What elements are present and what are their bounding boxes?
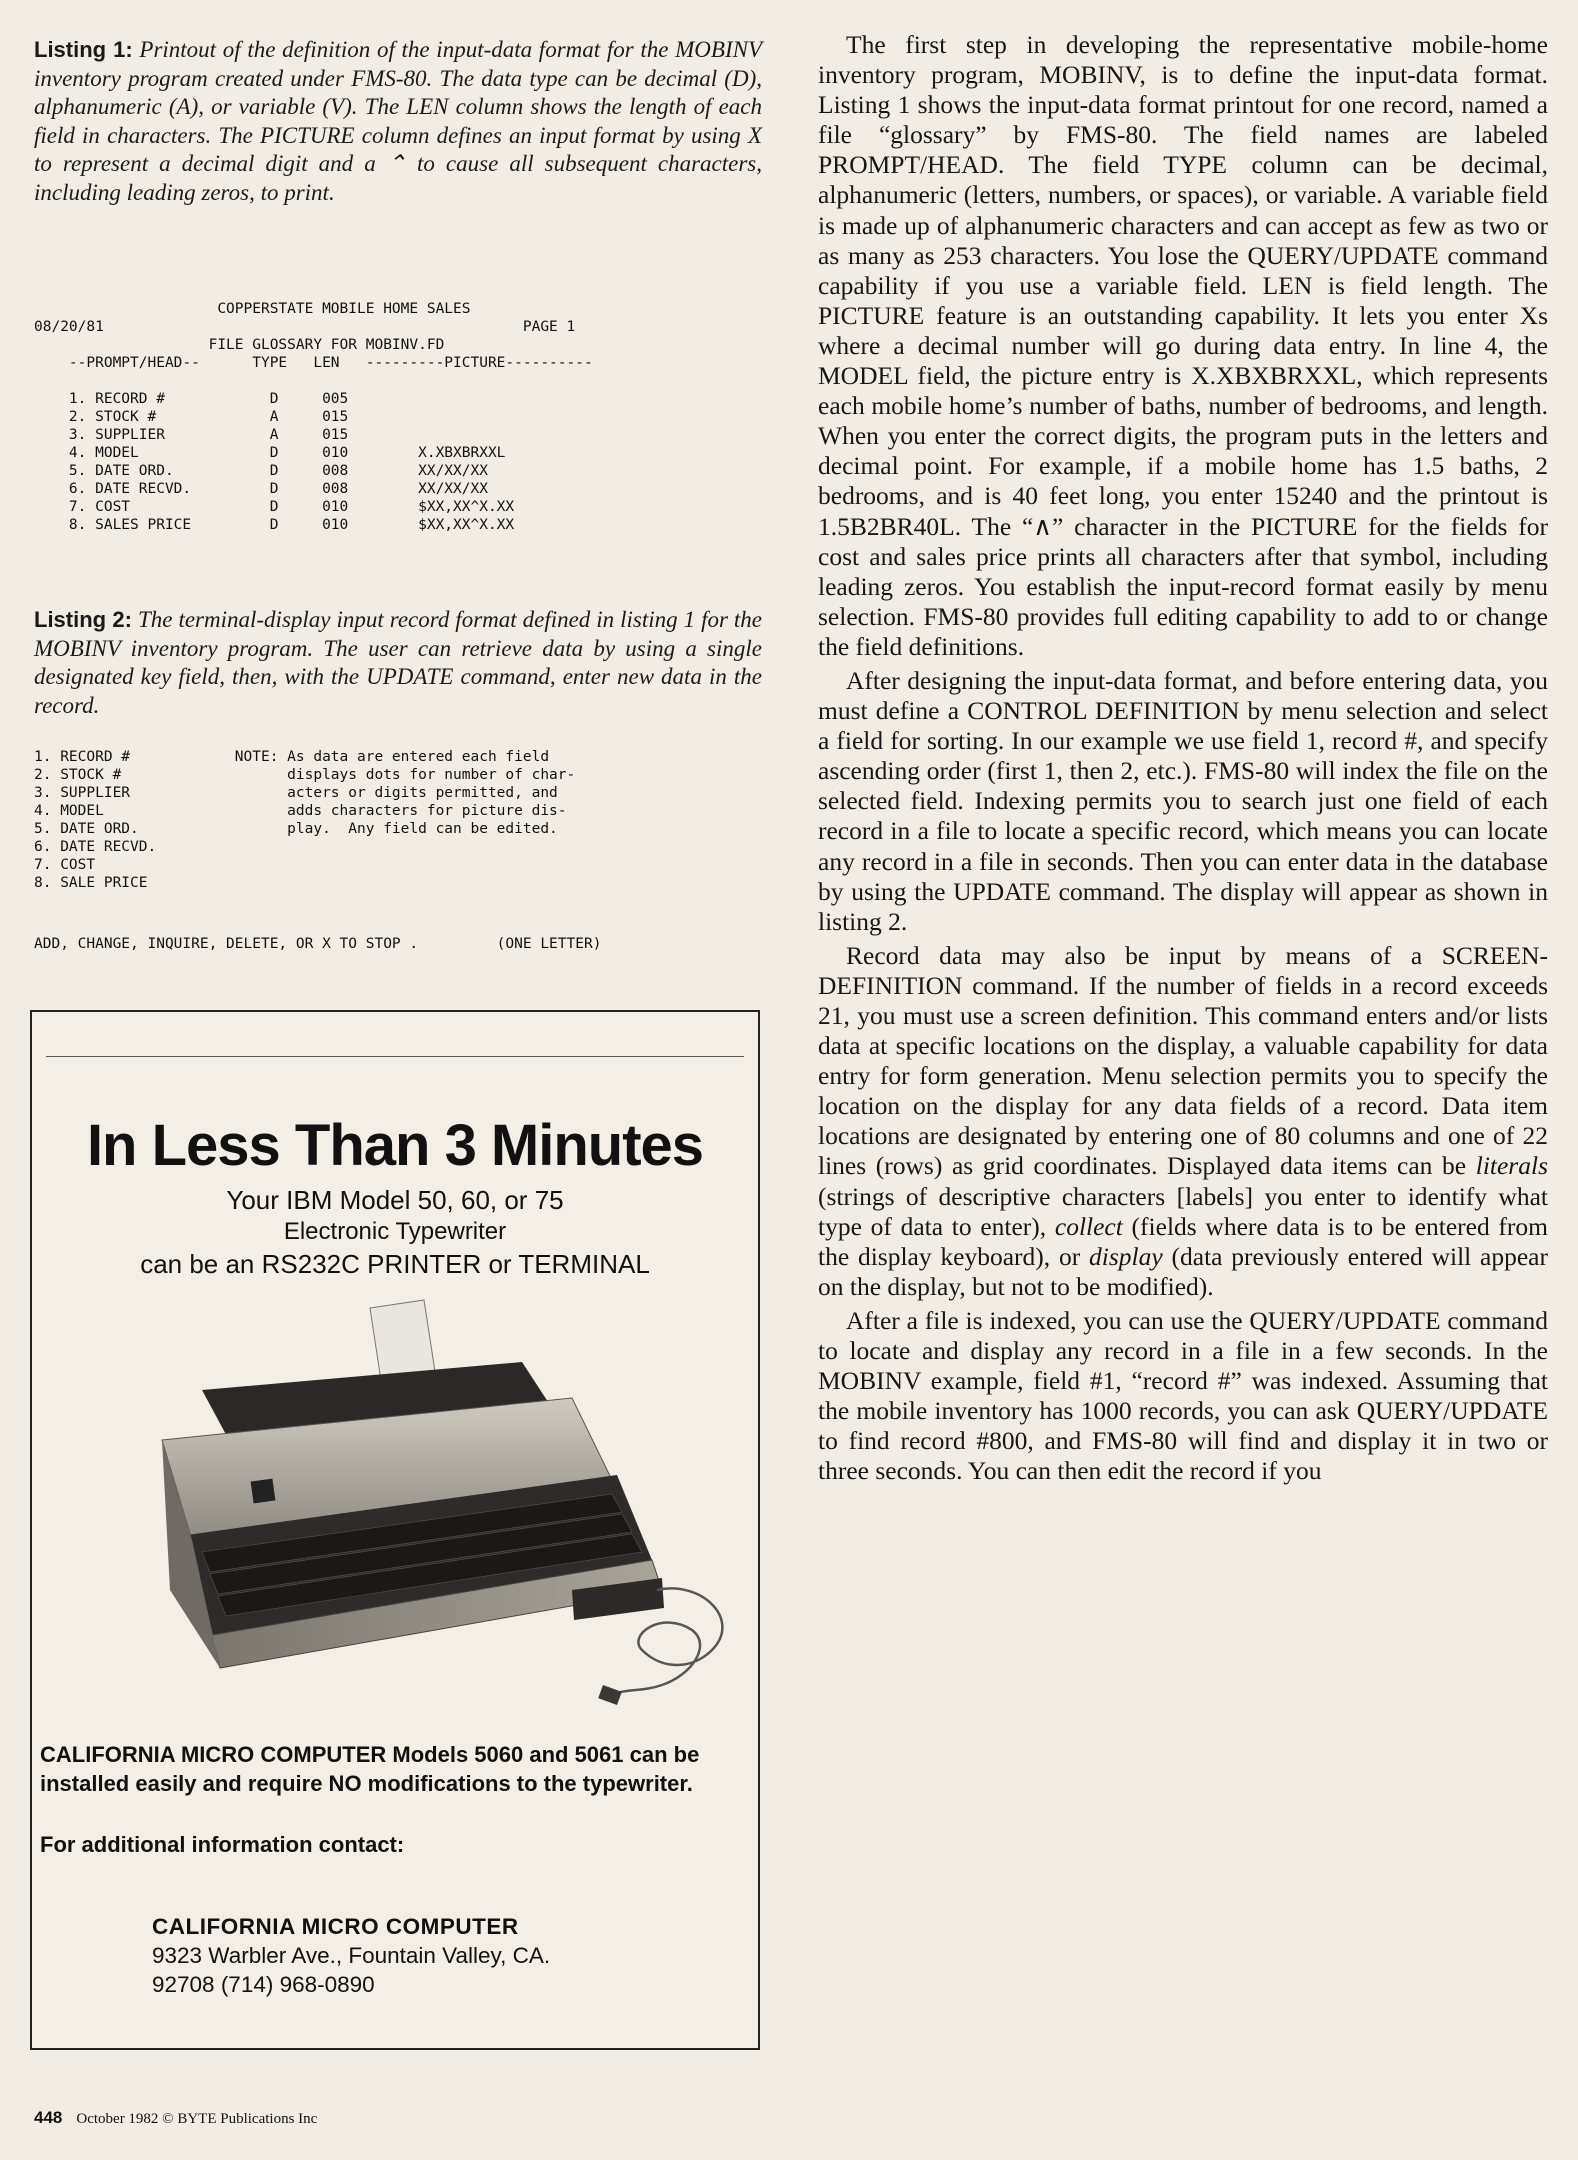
listing2-label: Listing 2:: [34, 607, 132, 632]
ad-headline: In Less Than 3 Minutes: [86, 1113, 704, 1178]
ad-company-name: CALIFORNIA MICRO COMPUTER: [152, 1914, 519, 1939]
page-number: 448: [34, 2108, 63, 2127]
term-collect: collect: [1054, 1211, 1123, 1241]
footer-credit: October 1982 © BYTE Publications Inc: [76, 2111, 318, 2127]
ad-address-line1: 9323 Warbler Ave., Fountain Valley, CA.: [152, 1943, 551, 1968]
listing2-caption-text: The terminal-display input record format defined in listing 1 for the MOBINV inventory program. The user can retrieve data by using a single designated key field, then, with the UPDATE command, enter new data in the record.: [34, 607, 763, 718]
ad-subhead: [32, 1184, 758, 1280]
article-p3-part-d: (data previously entered will appear on the display, but not to be modified).: [818, 1241, 1548, 1301]
advertisement: [30, 1010, 760, 2050]
term-display: display: [1089, 1241, 1163, 1271]
ad-subhead-line1: Your IBM Model 50, 60, or 75: [226, 1185, 564, 1215]
ad-body-text: CALIFORNIA MICRO COMPUTER Models 5060 and 5061 can be installed easily and require NO modifications to the typewriter.: [40, 1742, 700, 1796]
ad-subhead-line3: can be an RS232C PRINTER or TERMINAL: [140, 1249, 650, 1279]
listing1-caption-text: Printout of the definition of the input-data format for the MOBINV inventory program created under FMS-80. The data type can be decimal (D), alphanumeric (A), or variable (V). The LEN column shows the length of each field in characters. The PICTURE column defines an input format by using X to represent a decimal digit and a ⌃ to cause all subsequent characters, including leading zeros, to print.: [34, 37, 763, 205]
typewriter-photo-icon: [52, 1290, 742, 1740]
article-paragraph-2: After designing the input-data format, and before entering data, you must define a CONTROL DEFINITION by menu selection and select a field for sorting. In our example we use field 1, record #, and specify ascending order (first 1, then 2, etc.). FMS-80 will index the file on the selected field. Indexing permits you to search just one field of each record in a file to locate a specific record, which means you can locate any record in a file in seconds. Then you can enter data in the database by using the UPDATE command. The display will appear as shown in listing 2.: [818, 665, 1548, 936]
listing1-printout: COPPERSTATE MOBILE HOME SALES 08/20/81 PAGE 1 FILE GLOSSARY FOR MOBINV.FD --PROMPT/HEAD-- TYPE LEN ---------PICTURE---------- 1. RECORD # D 005 2. STOCK # A 015 3. SUPPLIER A 015 4. MODEL D 010 X.XBXBRXXL 5. DATE ORD. D 008 XX/XX/XX 6. DATE RECVD. D 008 XX/XX/XX 7. COST D 010 $XX,XX^X.XX 8. SALES PRICE D 010 $XX,XX^X.XX: [34, 301, 593, 533]
ad-subhead-line2: Electronic Typewriter: [283, 1218, 507, 1245]
listing1-label: Listing 1:: [34, 37, 133, 62]
article-p3-part-b: (strings of descriptive characters [labels] you enter to identify what type of data to enter),: [818, 1181, 1548, 1241]
term-literals: literals: [1475, 1151, 1548, 1181]
article-paragraph-4: After a file is indexed, you can use the QUERY/UPDATE command to locate and display any record in a file in a few seconds. In the MOBINV example, field #1, “record #” was indexed. Assuming that the mobile inventory has 1000 records, you can ask QUERY/UPDATE to find record #800, and FMS-80 will find and display it in two or three seconds. You can then edit the record if you: [818, 1305, 1548, 1486]
article-p3-part-c: (fields where data is to be entered from the display keyboard), or: [818, 1211, 1549, 1271]
ad-address-line2: 92708 (714) 968-0890: [152, 1972, 375, 1997]
listing2-caption: [34, 606, 762, 720]
article-paragraph-1: The first step in developing the representative mobile-home inventory program, MOBINV, is to define the input-data format. Listing 1 shows the input-data format printout for one record, named a file “glossary” by FMS-80. The field names are labeled PROMPT/HEAD. The field TYPE column can be decimal, alphanumeric (letters, numbers, or spaces), or variable. A variable field is made up of alphanumeric characters and can accept as few as two or as many as 253 characters. You lose the QUERY/UPDATE command capability if you use a variable field. LEN is field length. The PICTURE feature is an outstanding capability. It lets you enter Xs where a decimal number will go during data entry. In line 4, the MODEL field, the picture entry is X.XBXBRXXL, which represents each mobile home’s number of baths, number of bedrooms, and length. When you enter the correct digits, the program puts in the letters and decimal point. For example, if a mobile home has 1.5 baths, 2 bedrooms, and is 40 feet long, you enter 15240 and the printout is 1.5B2BR40L. The “∧” character in the PICTURE for the fields for cost and sales price prints all characters after that symbol, including leading zeros. You establish the input-record format easily by menu selection. FMS-80 provides full editing capability to add to or change the field definitions.: [818, 30, 1548, 661]
listing2-display: 1. RECORD # NOTE: As data are entered each field 2. STOCK # displays dots for number of char- 3. SUPPLIER acters or digits permitted, and 4. MODEL adds characters for picture dis- 5. DATE ORD. play. Any field can be edited. 6. DATE RECVD. 7. COST 8. SALE PRICE: [34, 749, 576, 891]
page-footer: [34, 2108, 317, 2128]
article-paragraph-3: [818, 941, 1548, 1302]
article-p3-part-a: Record data may also be input by means of a SCREEN-DEFINITION command. If the number of fields in a record exceeds 21, you must use a screen definition. This command enters and/or lists data at specific locations on the display, a valuable capability for data entry for form generation. Menu selection permits you to specify the location on the display for any data fields of a record. Data item locations are designated by entering one of 80 columns and one of 22 lines (rows) as grid coordinates. Displayed data items can be: [818, 940, 1548, 1181]
ad-contact-label: For additional information contact:: [40, 1832, 405, 1857]
article-column: [818, 30, 1548, 1487]
ad-top-rule: [46, 1056, 744, 1057]
ad-address: [152, 1912, 550, 1999]
listing1-caption: [34, 36, 762, 207]
listing2-command-prompt: ADD, CHANGE, INQUIRE, DELETE, OR X TO STOP . (ONE LETTER): [34, 936, 602, 952]
